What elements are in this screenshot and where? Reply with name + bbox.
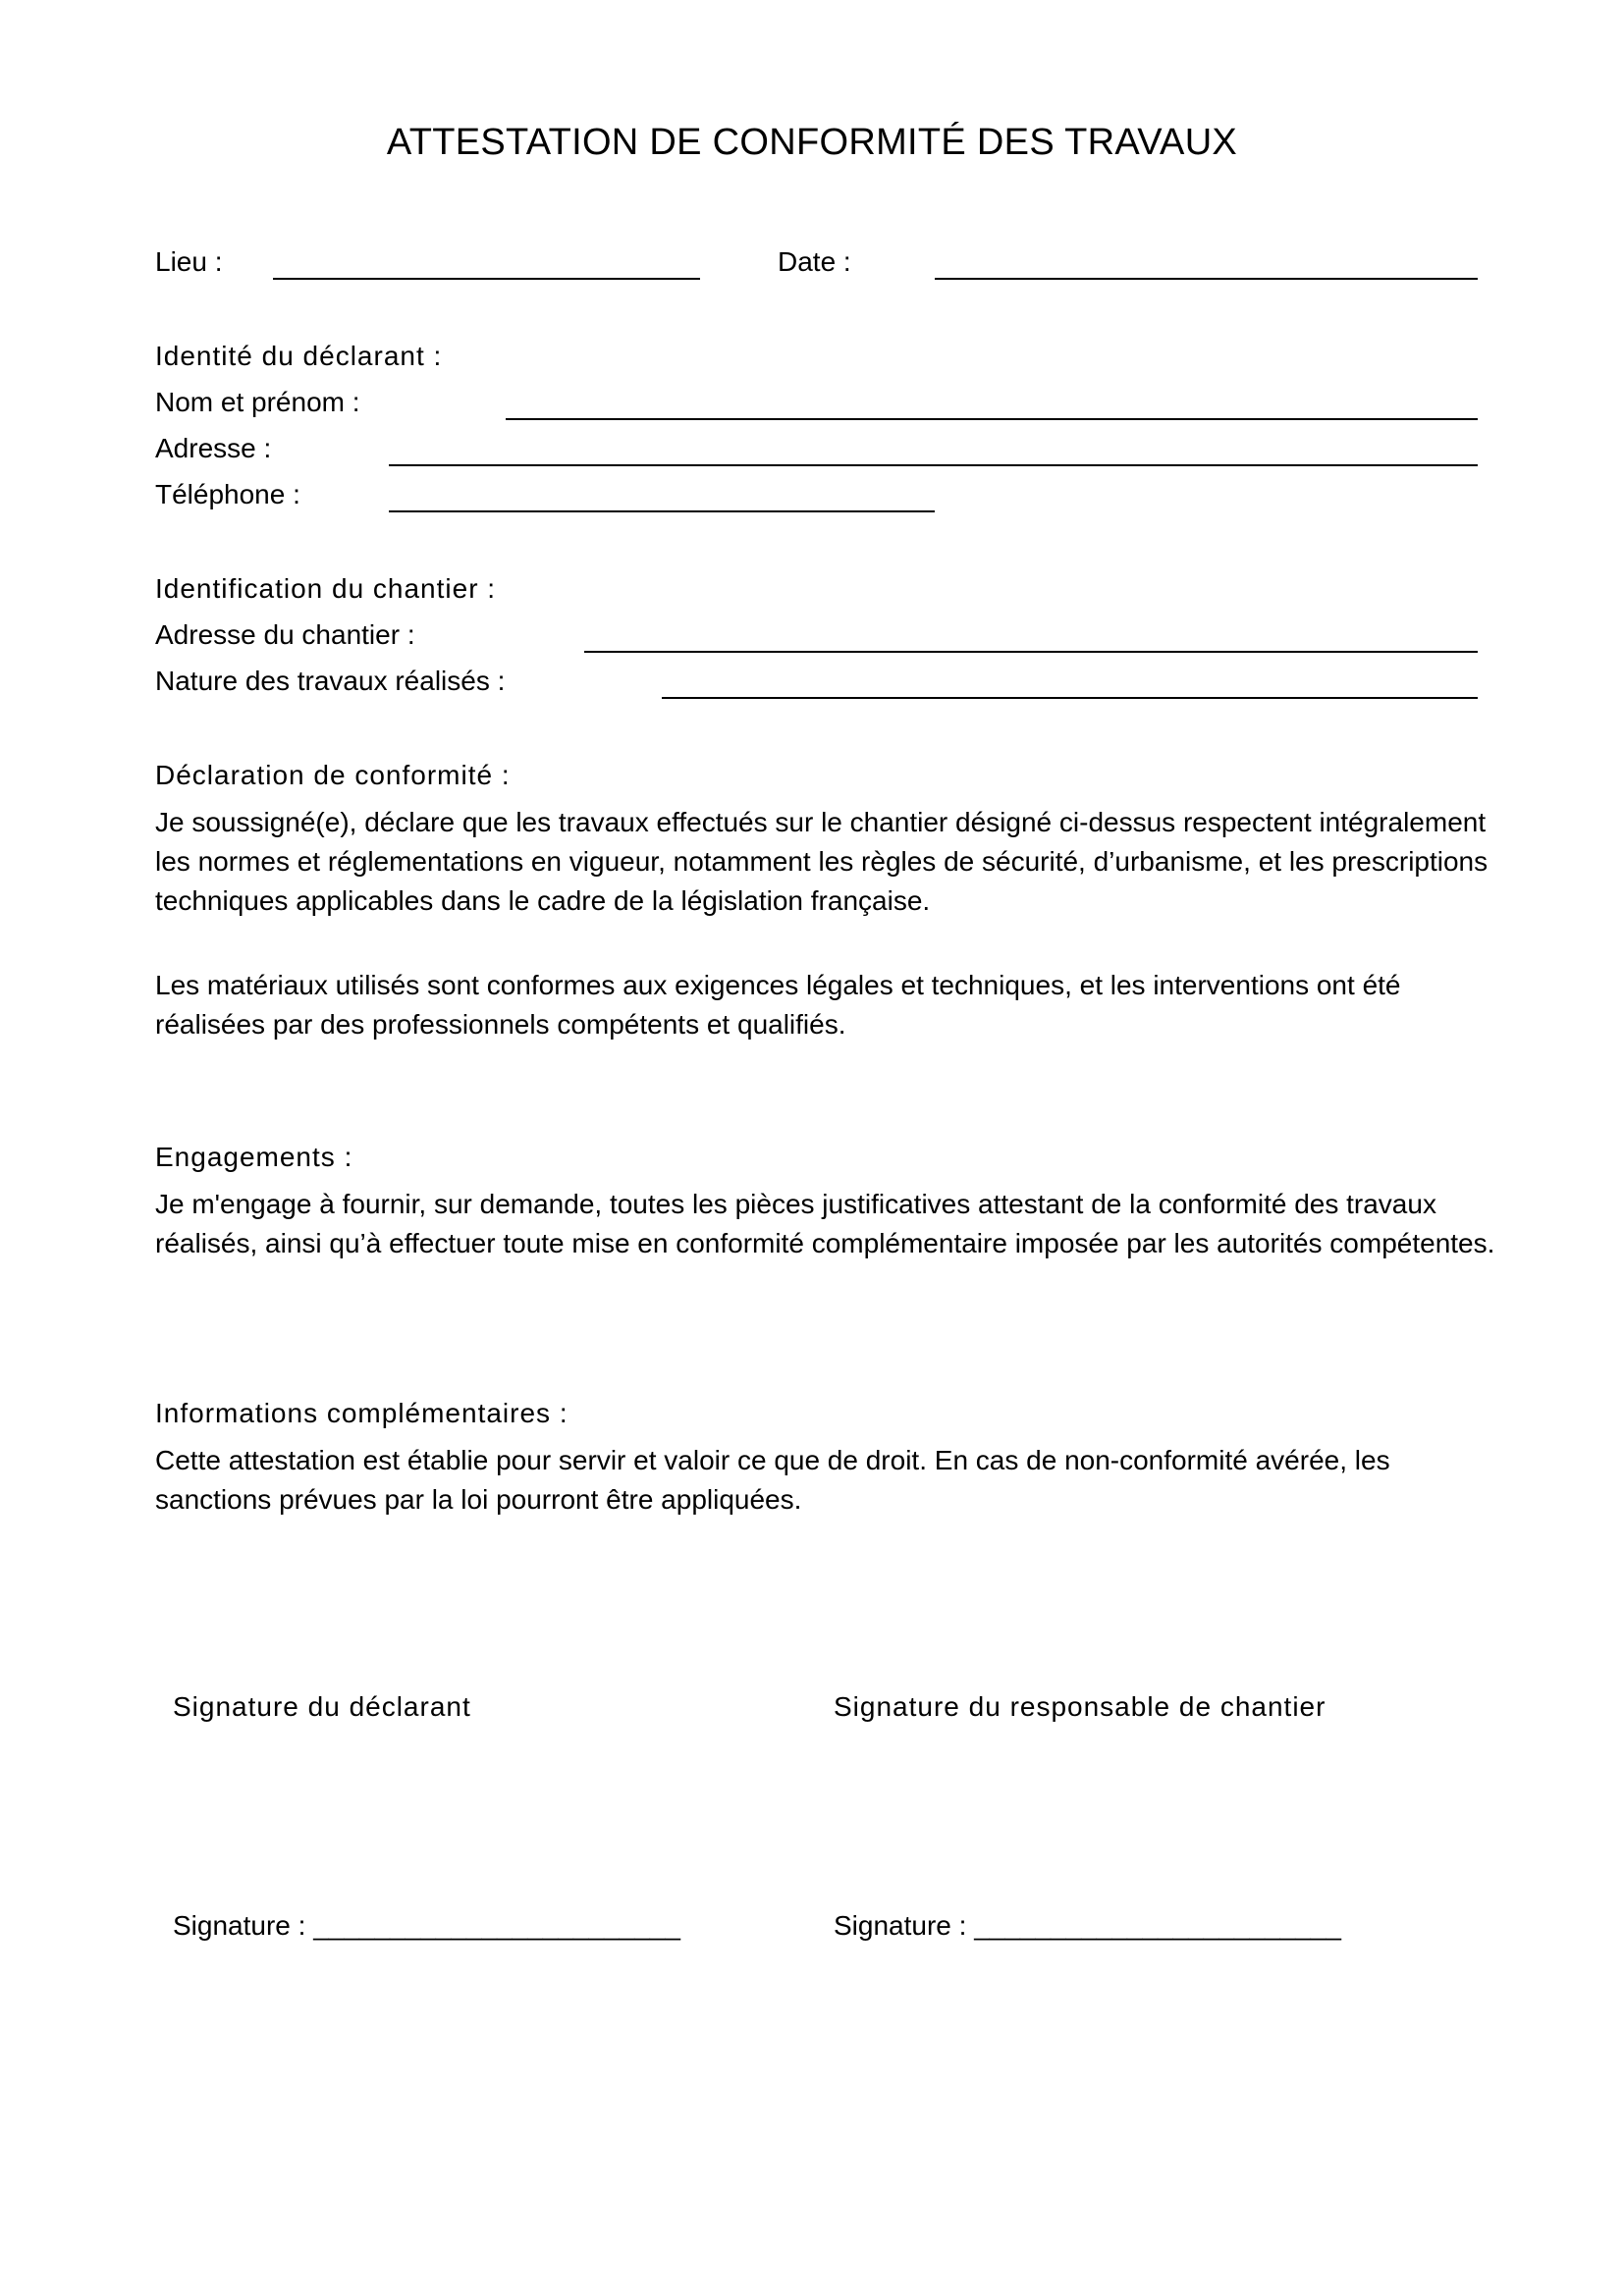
informations-text: Cette attestation est établie pour servir et valoir ce que de droit. En cas de non-conformité avérée, les sanctions prévues par la loi pourront être appliquées.	[155, 1445, 1390, 1515]
name-field[interactable]	[506, 418, 1478, 420]
date-label: Date :	[778, 246, 851, 277]
phone-field[interactable]	[389, 510, 935, 512]
engagements-text: Je m'engage à fournir, sur demande, toutes les pièces justificatives attestant de la conformité des travaux réalisés, ainsi qu’à effectuer toute mise en conformité complémentaire imposée par les autorités compétentes.	[155, 1189, 1495, 1258]
signature-responsable-field[interactable]: Signature : ________________________	[834, 1910, 1341, 1941]
lieu-field[interactable]	[273, 278, 700, 280]
name-label: Nom et prénom :	[155, 387, 360, 417]
address-field[interactable]	[389, 464, 1478, 466]
engagements-paragraph	[155, 1185, 1500, 1263]
engagements-heading: Engagements :	[155, 1142, 353, 1172]
declaration-paragraph-1	[155, 803, 1500, 921]
declarant-heading: Identité du déclarant :	[155, 341, 443, 371]
signature-declarant-field[interactable]: Signature : ________________________	[173, 1910, 680, 1941]
works-label: Nature des travaux réalisés :	[155, 666, 506, 696]
works-field[interactable]	[662, 697, 1478, 699]
signature-responsable-heading: Signature du responsable de chantier	[834, 1691, 1326, 1722]
informations-paragraph	[155, 1441, 1500, 1520]
date-field[interactable]	[935, 278, 1478, 280]
declaration-text-2: Les matériaux utilisés sont conformes aux exigences légales et techniques, et les interventions ont été réalisées par des professionnels compétents et qualifiés.	[155, 970, 1401, 1040]
address-label: Adresse :	[155, 433, 272, 463]
phone-label: Téléphone :	[155, 479, 300, 509]
declaration-text-1: Je soussigné(e), déclare que les travaux effectués sur le chantier désigné ci-dessus respectent intégralement les normes et réglementations en vigueur, notamment les règles de sécurité, d’urbanisme, et les prescriptions techniques applicables dans le cadre de la législation française.	[155, 807, 1489, 916]
chantier-address-label: Adresse du chantier :	[155, 619, 415, 650]
chantier-address-field[interactable]	[584, 651, 1478, 653]
chantier-heading: Identification du chantier :	[155, 573, 497, 604]
informations-heading: Informations complémentaires :	[155, 1398, 568, 1428]
lieu-label: Lieu :	[155, 246, 223, 277]
declaration-heading: Déclaration de conformité :	[155, 760, 511, 790]
declaration-paragraph-2	[155, 966, 1500, 1044]
signature-declarant-heading: Signature du déclarant	[173, 1691, 471, 1722]
document-title: ATTESTATION DE CONFORMITÉ DES TRAVAUX	[386, 122, 1238, 163]
